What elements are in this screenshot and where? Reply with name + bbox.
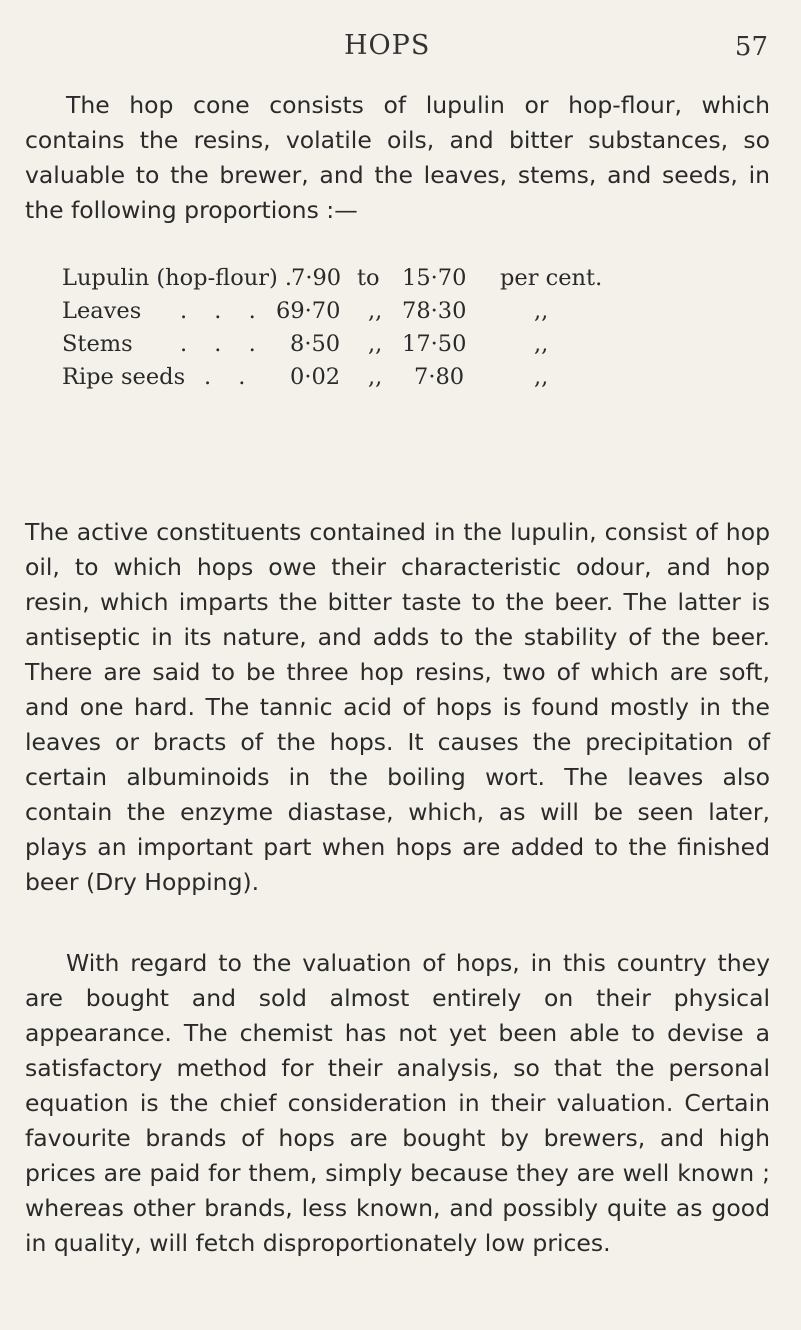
row-to: 78·30 xyxy=(402,298,467,324)
page-header xyxy=(0,30,801,74)
row-unit: ,, xyxy=(534,331,549,357)
row-separator: to xyxy=(357,265,380,291)
row-leader: . . xyxy=(204,364,256,390)
running-head: HOPS xyxy=(344,30,431,61)
row-to: 17·50 xyxy=(402,331,467,357)
table-row xyxy=(62,262,762,295)
row-part: Lupulin (hop-flour) . xyxy=(62,265,293,291)
row-leader: . . . xyxy=(180,298,266,324)
row-to: 7·80 xyxy=(414,364,465,390)
table-row xyxy=(62,328,762,361)
row-unit: ,, xyxy=(534,298,549,324)
paragraph-active-constituents: The active constituents contained in the lupulin, consist of hop oil, to which hops owe their characteristic odour, and hop resin, which imparts the bitter taste to the beer. The latter is antiseptic in its nature, and adds to the stability of the beer. There are said to be three hop resins, two of which are soft, and one hard. The tannic acid of hops is found mostly in the leaves or bracts of the hops. It causes the precipitation of certain albuminoids in the boiling wort. The leaves also contain the enzyme diastase, which, as will be seen later, plays an important part when hops are added to the finished beer (Dry Hopping). xyxy=(25,518,770,896)
table-row xyxy=(62,361,762,394)
row-part: Ripe seeds xyxy=(62,364,186,390)
row-from: 0·02 xyxy=(290,364,341,390)
paragraph-hop-cone: The hop cone consists of lupulin or hop-flour, which contains the resins, volatile oils, and bitter substances, so valuable to the brewer, and the leaves, stems, and seeds, in the following proportions :— xyxy=(25,91,770,224)
row-separator: ,, xyxy=(368,331,383,357)
row-unit: ,, xyxy=(534,364,549,390)
row-from: 69·70 xyxy=(276,298,341,324)
row-to: 15·70 xyxy=(402,265,467,291)
row-separator: ,, xyxy=(368,364,383,390)
row-from: 8·50 xyxy=(290,331,341,357)
row-part: Leaves xyxy=(62,298,142,324)
row-from: 7·90 xyxy=(291,265,342,291)
table-row xyxy=(62,295,762,328)
row-unit: per cent. xyxy=(500,265,603,291)
proportions-table xyxy=(62,262,762,394)
row-part: Stems xyxy=(62,331,133,357)
paragraph-valuation: With regard to the valuation of hops, in this country they are bought and sold almost entirely on their physical appearance. The chemist has not yet been able to devise a satisfactory method for their analysis, so that the personal equation is the chief consideration in their valuation. Certain favourite brands of hops are bought by brewers, and high prices are paid for them, simply because they are well known ; whereas other brands, less known, and possibly quite as good in quality, will fetch disproportionately low prices. xyxy=(25,949,770,1257)
row-leader: . . . xyxy=(180,331,266,357)
page-number: 57 xyxy=(734,32,768,62)
row-separator: ,, xyxy=(368,298,383,324)
